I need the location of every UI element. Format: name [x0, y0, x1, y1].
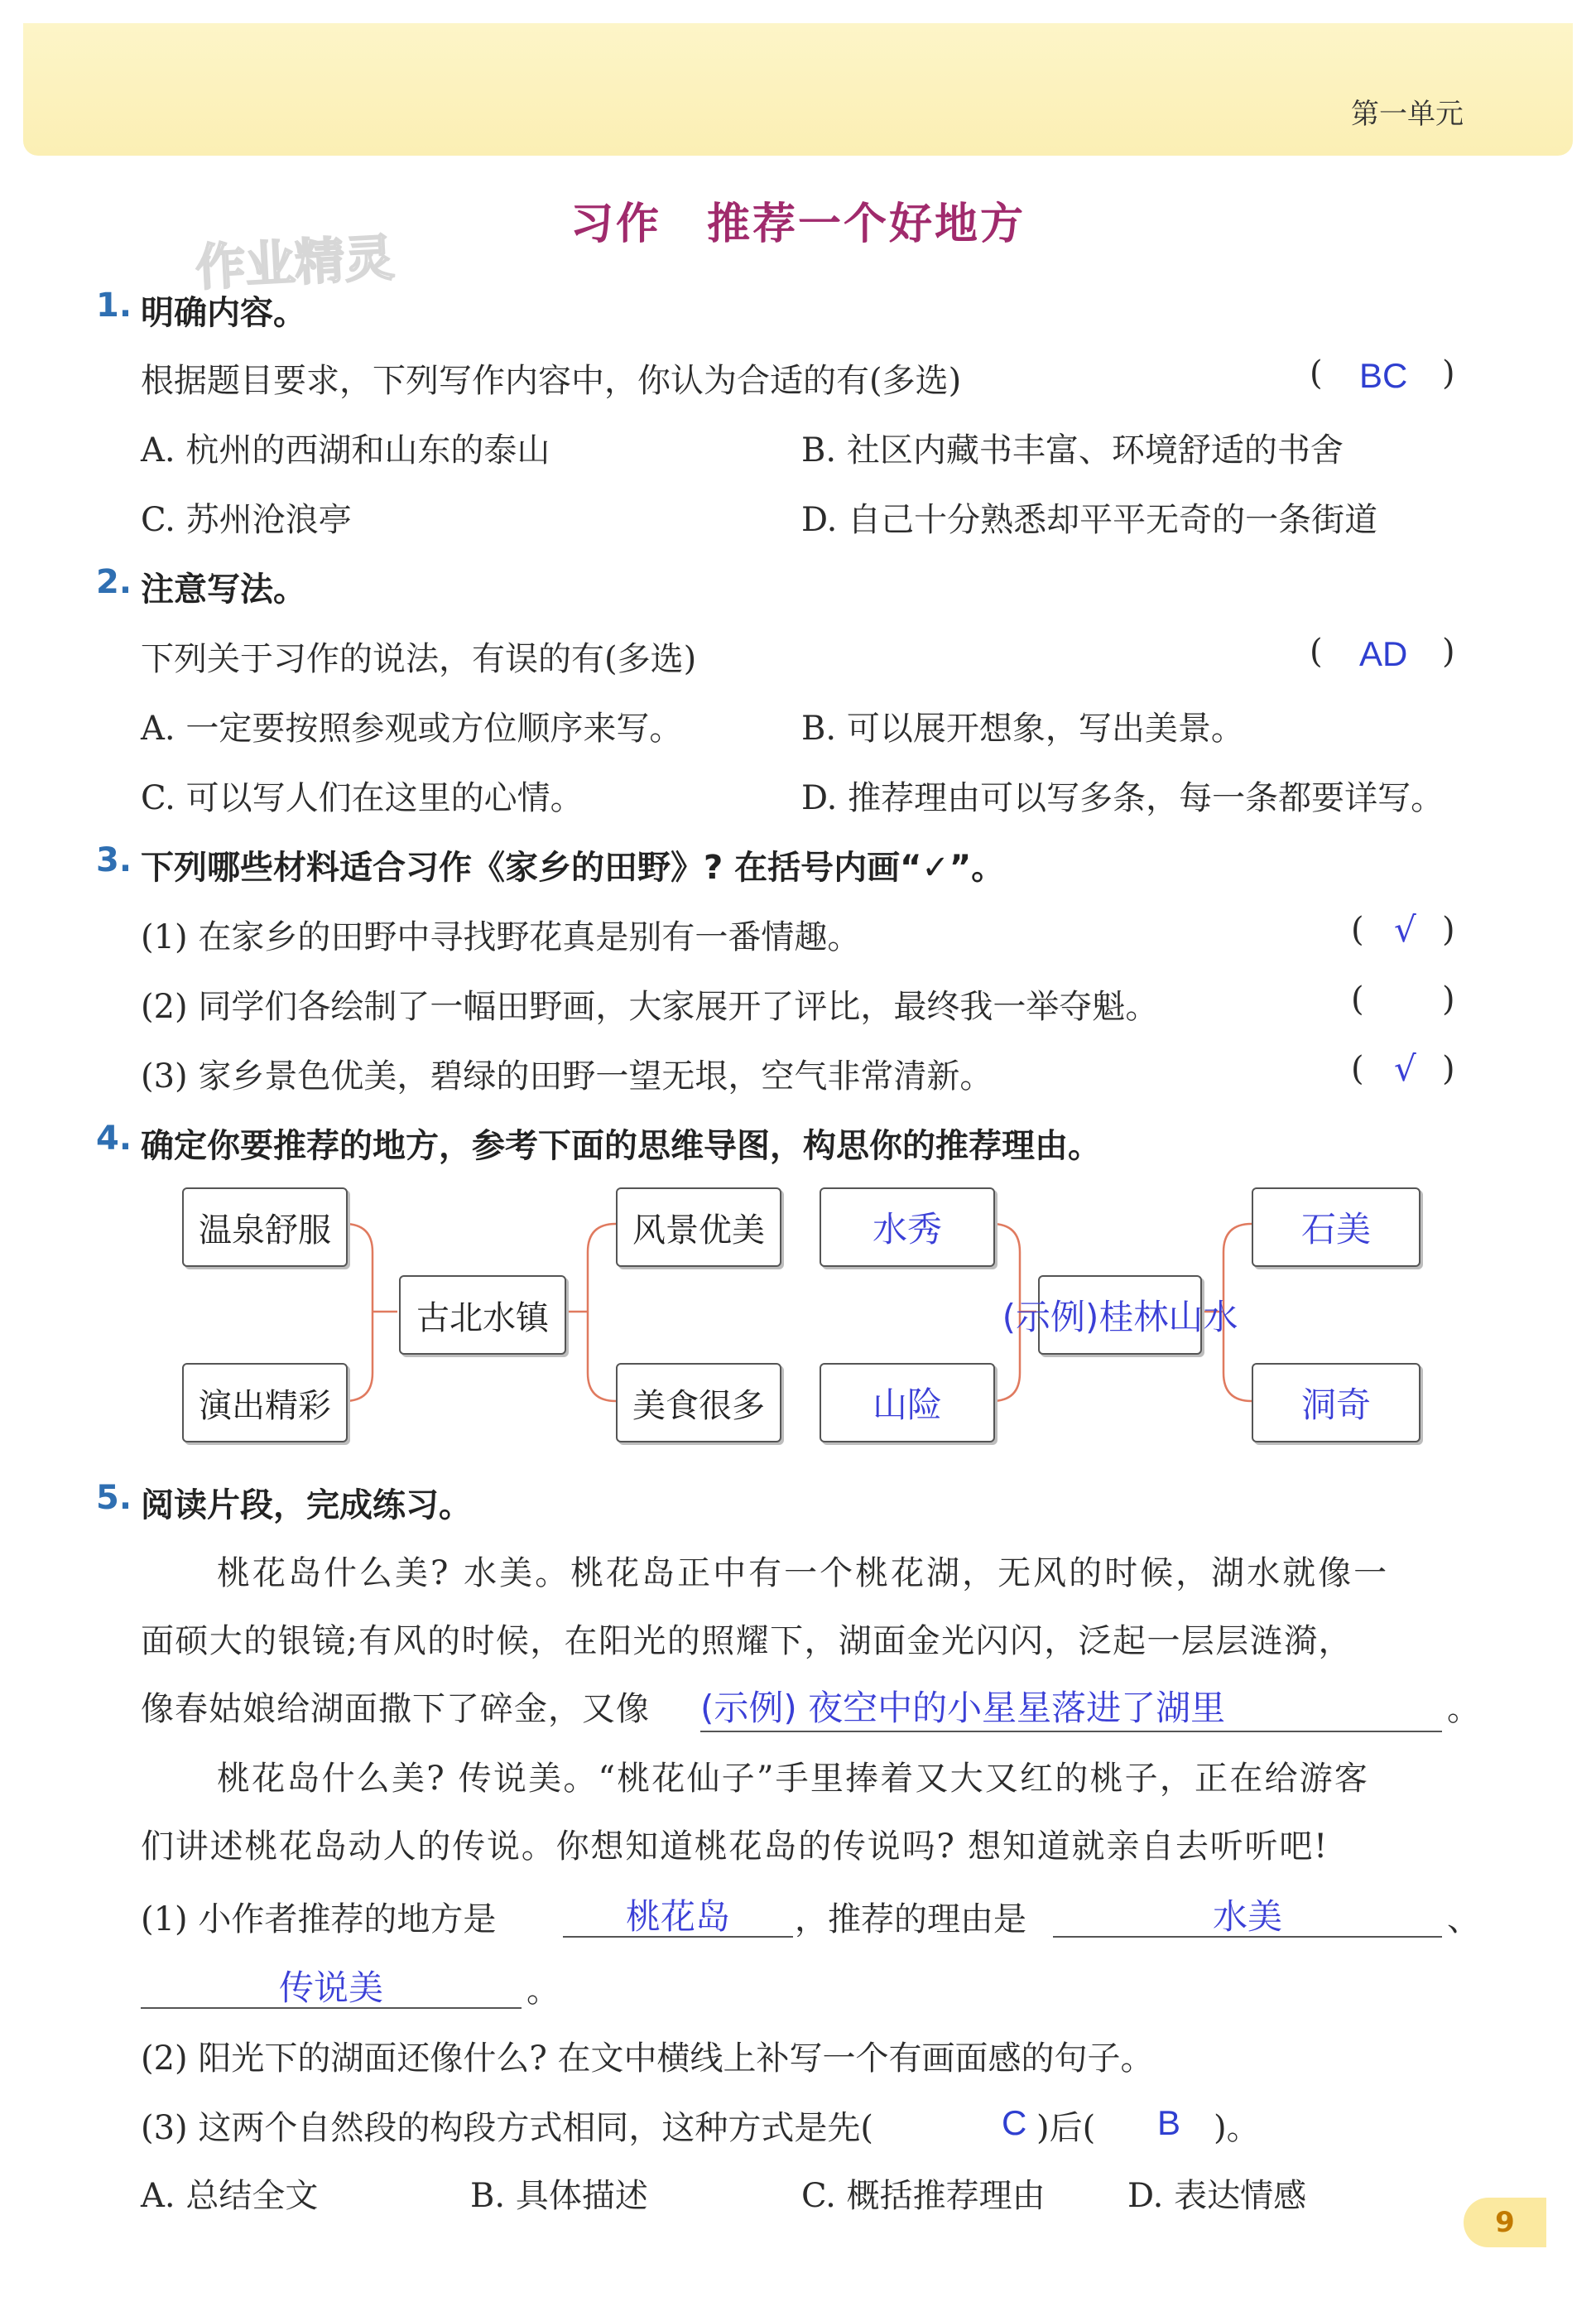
q3-item-2-paren-open: (	[1351, 980, 1364, 1018]
q1-paren-open: (	[1310, 354, 1323, 392]
q5-s1-text-c: 、	[1447, 1900, 1480, 1938]
q4-heading: 确定你要推荐的地方，参考下面的思维导图，构思你的推荐理由。	[141, 1127, 1101, 1165]
map2-node-left-2: 山险	[820, 1363, 995, 1442]
q3-item-1-paren-close: )	[1442, 911, 1455, 949]
map2-node-left-1: 水秀	[820, 1187, 995, 1267]
map1-node-center: 古北水镇	[399, 1275, 566, 1355]
q5-para2-line1: 桃花岛什么美? 传说美。“桃花仙子”手里捧着又大又红的桃子，正在给游客	[217, 1760, 1370, 1798]
q3-item-3-paren-close: )	[1442, 1050, 1455, 1088]
q5-s3-option-c: C. 概括推荐理由	[801, 2177, 1046, 2215]
q5-s1-text-b: ，推荐的理由是	[795, 1900, 1026, 1938]
q5-s3-text-b: )后(	[1036, 2109, 1096, 2147]
q1-option-b: B. 社区内藏书丰富、环境舒适的书舍	[801, 431, 1344, 470]
map2-node-center: (示例)桂林山水	[1038, 1275, 1202, 1355]
page-title: 习作 推荐一个好地方	[570, 200, 1026, 249]
q5-s3-text-c: )。	[1214, 2109, 1260, 2147]
q5-para1-fill: (示例) 夜空中的小星星落进了湖里	[700, 1688, 1226, 1728]
q5-s3-option-b: B. 具体描述	[470, 2177, 648, 2215]
q2-number: 2.	[96, 563, 132, 601]
q3-item-1: (1) 在家乡的田野中寻找野花真是别有一番情趣。	[141, 918, 861, 956]
q5-heading: 阅读片段，完成练习。	[141, 1486, 472, 1524]
q2-option-d: D. 推荐理由可以写多条，每一条都要详写。	[801, 779, 1445, 817]
q5-para1-blank	[700, 1731, 1442, 1732]
q5-s1-fill-3: 传说美	[278, 1967, 383, 2008]
q1-heading: 明确内容。	[141, 294, 306, 332]
q3-heading: 下列哪些材料适合习作《家乡的田野》? 在括号内画“✓”。	[141, 849, 1005, 887]
unit-label: 第一单元	[1351, 98, 1464, 131]
q5-para1-line3: 像春姑娘给湖面撒下了碎金，又像	[141, 1690, 650, 1728]
map2-node-right-1: 石美	[1252, 1187, 1421, 1267]
q5-para2-line2: 们讲述桃花岛动人的传说。你想知道桃花岛的传说吗? 想知道就亲自去听听吧!	[141, 1827, 1329, 1866]
q2-option-b: B. 可以展开想象，写出美景。	[801, 710, 1244, 748]
q5-s3-answer-2: B	[1157, 2103, 1181, 2142]
map1-node-left-1: 温泉舒服	[182, 1187, 348, 1267]
q1-option-d: D. 自己十分熟悉却平平无奇的一条街道	[801, 501, 1378, 539]
q5-s3-answer-1: C	[1002, 2103, 1027, 2142]
q3-item-3-paren-open: (	[1351, 1050, 1364, 1088]
q5-para1-line1: 桃花岛什么美? 水美。桃花岛正中有一个桃花湖，无风的时候，湖水就像一	[217, 1554, 1390, 1592]
map1-node-left-2: 演出精彩	[182, 1363, 348, 1442]
q3-item-1-mark: √	[1394, 909, 1416, 950]
q5-s2-text: (2) 阳光下的湖面还像什么? 在文中横线上补写一个有画面感的句子。	[141, 2039, 1154, 2078]
map1-left-bracket	[344, 1224, 373, 1401]
q2-option-c: C. 可以写人们在这里的心情。	[141, 779, 584, 817]
q3-item-2: (2) 同学们各绘制了一幅田野画，大家展开了评比，最终我一举夺魁。	[141, 988, 1159, 1026]
q5-s3-option-a: A. 总结全文	[141, 2177, 319, 2215]
q5-s1-fill-2: 水美	[1212, 1896, 1282, 1937]
q4-number: 4.	[96, 1120, 132, 1158]
q3-number: 3.	[96, 841, 132, 879]
q1-stem: 根据题目要求，下列写作内容中，你认为合适的有(多选)	[141, 362, 962, 400]
q2-answer: AD	[1359, 634, 1408, 673]
q1-number: 1.	[96, 287, 132, 325]
q1-paren-close: )	[1442, 354, 1455, 392]
q3-item-3: (3) 家乡景色优美，碧绿的田野一望无垠，空气非常清新。	[141, 1057, 993, 1096]
q2-paren-close: )	[1442, 633, 1455, 671]
q5-para1-line2: 面硕大的银镜;有风的时候，在阳光的照耀下，湖面金光闪闪，泛起一层层涟漪，	[141, 1622, 1353, 1660]
page-number: 9	[1464, 2198, 1546, 2247]
q5-para1-end: 。	[1447, 1690, 1480, 1728]
q2-paren-open: (	[1310, 633, 1323, 671]
map1-node-right-1: 风景优美	[616, 1187, 781, 1267]
map1-node-right-2: 美食很多	[616, 1363, 781, 1442]
q1-answer: BC	[1359, 356, 1408, 395]
q3-item-2-paren-close: )	[1442, 980, 1455, 1018]
q5-s1-fill-1: 桃花岛	[625, 1896, 730, 1937]
q5-s1-end: 。	[526, 1972, 560, 2010]
q2-heading: 注意写法。	[141, 571, 306, 609]
q2-stem: 下列关于习作的说法，有误的有(多选)	[141, 640, 697, 678]
q5-s3-option-d: D. 表达情感	[1127, 2177, 1307, 2215]
q1-option-c: C. 苏州沧浪亭	[141, 501, 352, 539]
q3-item-1-paren-open: (	[1351, 911, 1364, 949]
q2-option-a: A. 一定要按照参观或方位顺序来写。	[141, 710, 683, 748]
q5-number: 5.	[96, 1479, 132, 1517]
q5-s3-text-a: (3) 这两个自然段的构段方式相同，这种方式是先(	[141, 2109, 873, 2147]
map2-node-right-2: 洞奇	[1252, 1363, 1421, 1442]
watermark-logo: 作业精灵	[194, 229, 396, 298]
q5-s1-text-a: (1) 小作者推荐的地方是	[141, 1900, 497, 1938]
map1-right-bracket	[588, 1224, 616, 1401]
q3-item-3-mark: √	[1394, 1048, 1416, 1089]
q1-option-a: A. 杭州的西湖和山东的泰山	[141, 431, 550, 470]
